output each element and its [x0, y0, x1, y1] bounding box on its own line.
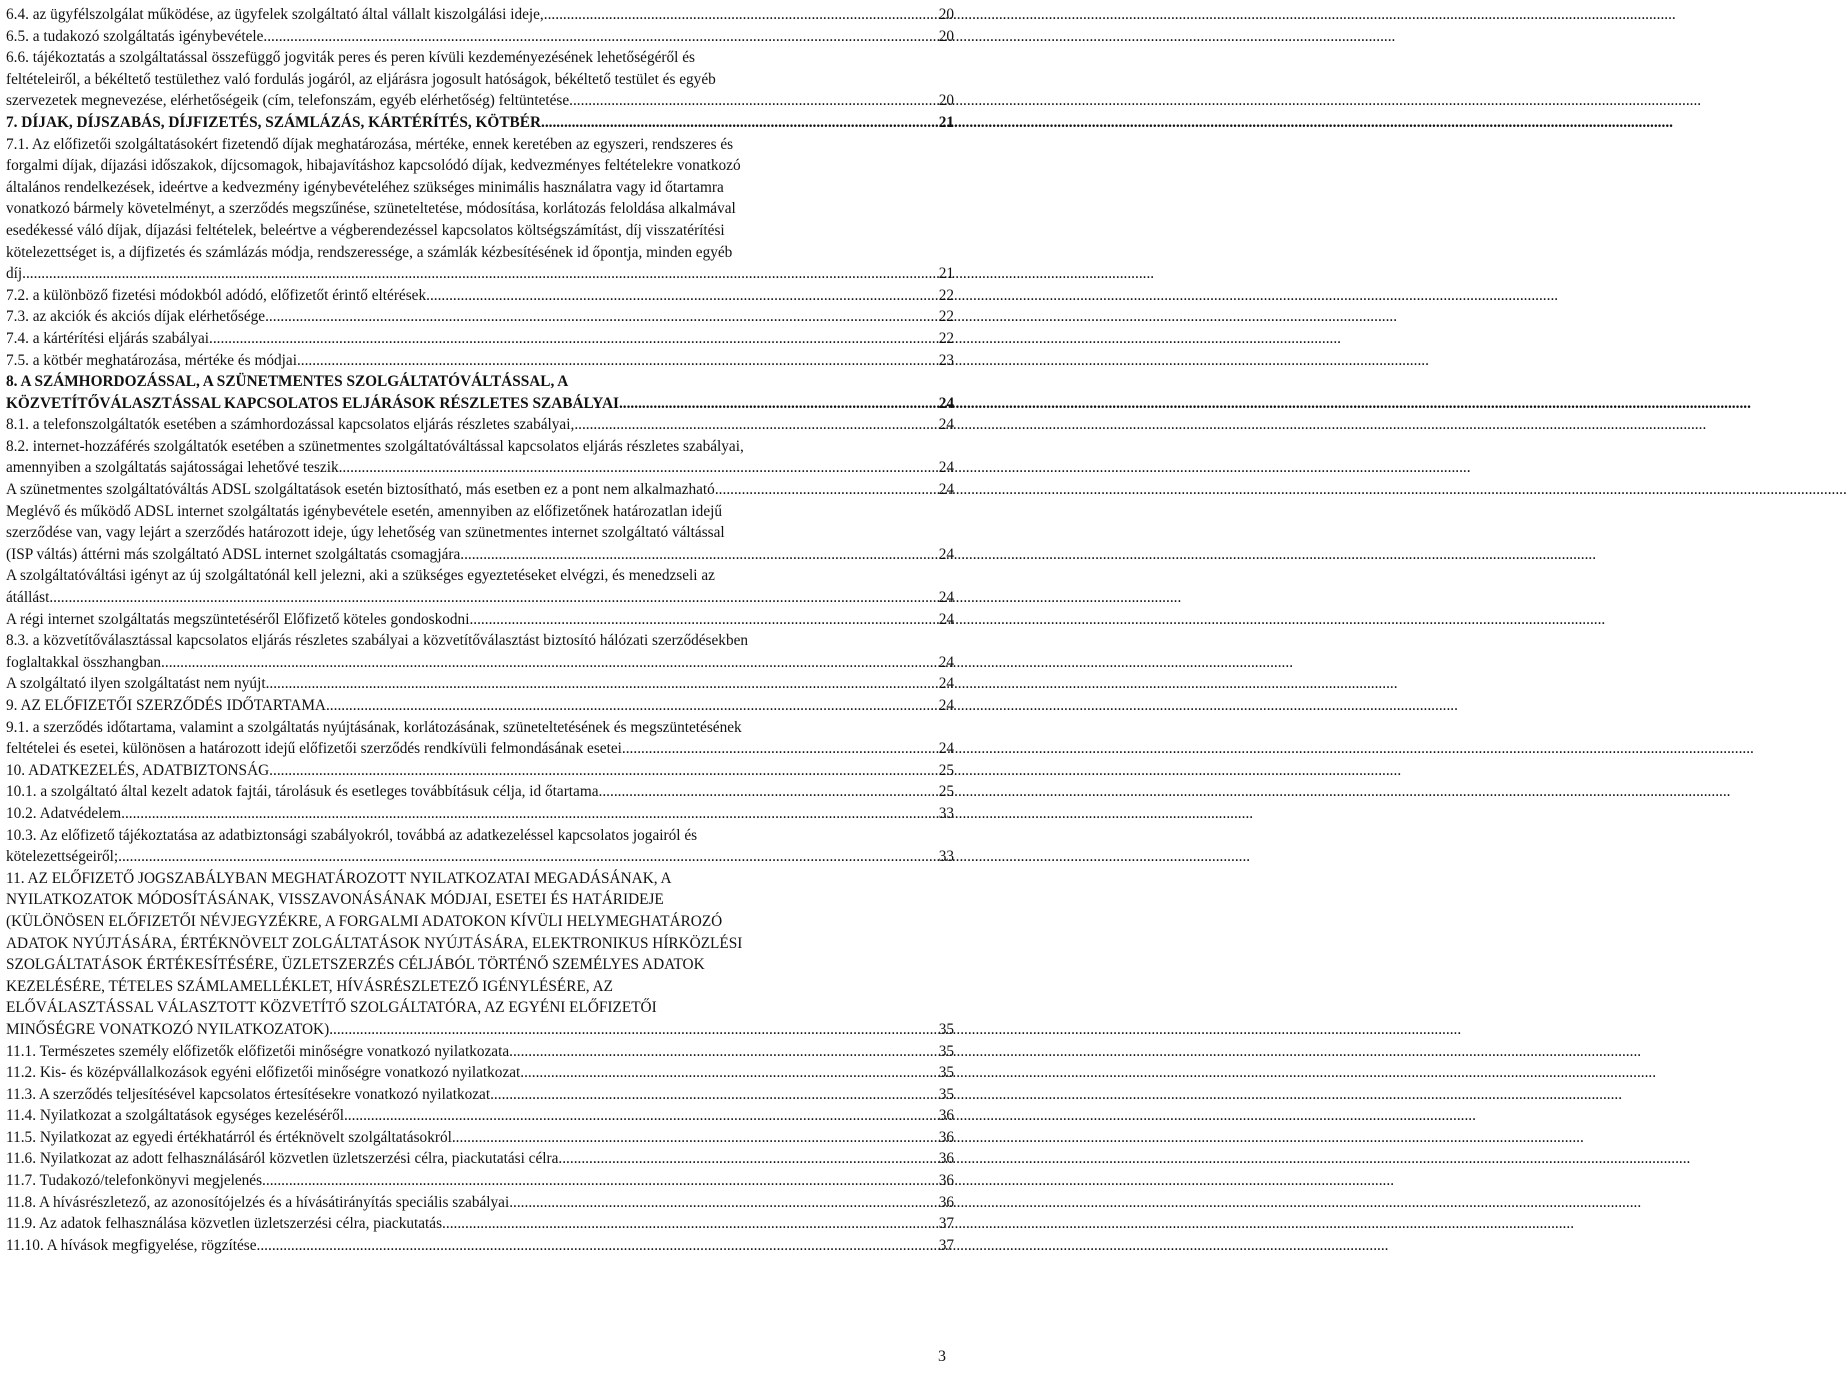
toc-entry[interactable] — [6, 1127, 954, 1149]
toc-entry-title: MINŐSÉGRE VONATKOZÓ NYILATKOZATOK) — [6, 1020, 330, 1038]
toc-page-number: 36 — [938, 1107, 954, 1125]
toc-page-number: 23 — [938, 351, 954, 369]
toc-entry-title: 11.7. Tudakozó/telefonkönyvi megjelenés — [6, 1172, 263, 1190]
toc-entry-title: 11.9. Az adatok felhasználása közvetlen üzletszerzési célra, piackutatás — [6, 1215, 443, 1233]
toc-entry-title: szervezetek megnevezése, elérhetőségeik (cím, telefonszám, egyéb elérhetőség) feltüntetése — [6, 92, 570, 110]
toc-entry[interactable] — [6, 26, 954, 48]
toc-entry-title: 11.2. Kis- és középvállalkozások egyéni előfizetői minőségre vonatkozó nyilatkozat. — [6, 1064, 525, 1082]
toc-page-number: 36 — [938, 1150, 954, 1168]
toc-page-number: 35 — [938, 1020, 954, 1038]
toc-entry-line: vonatkozó bármely követelményt, a szerződés megszűnése, szüneteltetése, módosítása, korlátozás feloldása alkalmával — [6, 200, 736, 218]
toc-entry[interactable] — [6, 1213, 954, 1235]
toc-page-number: 20 — [938, 92, 954, 110]
toc-page-number: 21 — [938, 265, 954, 283]
toc-entry-title: 8.1. a telefonszolgáltatók esetében a számhordozással kapcsolatos eljárás részletes szabályai, — [6, 416, 575, 434]
toc-entry-line: KEZELÉSÉRE, TÉTELES SZÁMLAMELLÉKLET, HÍVÁSRÉSZLETEZŐ IGÉNYLÉSÉRE, AZ — [6, 977, 613, 995]
toc-entry[interactable] — [6, 1105, 954, 1127]
toc-entry[interactable] — [6, 350, 954, 372]
toc-entry[interactable] — [6, 1062, 954, 1084]
table-of-contents — [6, 4, 954, 1256]
toc-entry-line: (KÜLÖNÖSEN ELŐFIZETŐI NÉVJEGYZÉKRE, A FORGALMI ADATOKON KÍVÜLI HELYMEGHATÁROZÓ — [6, 912, 723, 930]
toc-entry-line: 9.1. a szerződés időtartama, valamint a szolgáltatás nyújtásának, korlátozásának, szüneteltetésének és megszüntetésének — [6, 718, 742, 736]
toc-entry-line: 11. AZ ELŐFIZETŐ JOGSZABÁLYBAN MEGHATÁROZOTT NYILATKOZATAI MEGADÁSÁNAK, A — [6, 869, 672, 887]
toc-page-number: 24 — [938, 416, 954, 434]
toc-page-number: 20 — [938, 27, 954, 45]
toc-entry-title: A szünetmentes szolgáltatóváltás ADSL szolgáltatások esetén biztosítható, más esetben ez a pont nem alkalmazható — [6, 481, 715, 499]
toc-page-number: 24 — [938, 459, 954, 477]
toc-entry-title: 6.4. az ügyfélszolgálat működése, az ügyfelek szolgáltató által vállalt kiszolgálási ideje, — [6, 6, 544, 23]
toc-entry[interactable] — [6, 371, 954, 414]
toc-entry-title: A szolgáltató ilyen szolgáltatást nem nyújt — [6, 675, 266, 693]
toc-entry-title: 7.3. az akciók és akciós díjak elérhetősége — [6, 308, 266, 326]
toc-page-number: 37 — [938, 1215, 954, 1233]
toc-entry-line: 8.2. internet-hozzáférés szolgáltatók esetében a szünetmentes szolgáltatóváltással kapcsolatos eljárás részletes szabályai, — [6, 437, 744, 455]
toc-page-number: 35 — [938, 1042, 954, 1060]
toc-entry-line: 7.1. Az előfizetői szolgáltatásokért fizetendő díjak meghatározása, mértéke, ennek keretében az egyszeri, rendszeres és — [6, 135, 734, 153]
toc-entry[interactable] — [6, 1192, 954, 1214]
toc-entry-line: 8. A SZÁMHORDOZÁSSAL, A SZÜNETMENTES SZOLGÁLTATÓVÁLTÁSSAL, A — [6, 373, 569, 391]
toc-entry[interactable] — [6, 565, 954, 608]
toc-entry-title: 7.5. a kötbér meghatározása, mértéke és módjai — [6, 351, 297, 369]
toc-entry[interactable] — [6, 285, 954, 307]
toc-entry[interactable] — [6, 717, 954, 760]
toc-entry-title: 7.4. a kártérítési eljárás szabályai — [6, 329, 210, 347]
toc-entry-title: kötelezettségeiről; — [6, 848, 119, 866]
toc-entry[interactable] — [6, 803, 954, 825]
toc-entry-title: 11.8. A hívásrészletező, az azonosítójelzés és a hívásátirányítás speciális szabályai — [6, 1193, 510, 1211]
toc-page-number: 36 — [938, 1128, 954, 1146]
toc-page-number: 25 — [938, 783, 954, 801]
toc-entry-title: 11.4. Nyilatkozat a szolgáltatások egységes kezeléséről — [6, 1107, 344, 1125]
toc-entry[interactable] — [6, 1084, 954, 1106]
toc-page-number: 33 — [938, 804, 954, 822]
toc-entry-title: 7.2. a különböző fizetési módokból adódó, előfizetőt érintő eltérések — [6, 286, 427, 304]
toc-page-number: 24 — [938, 545, 954, 563]
toc-entry-title: 6.5. a tudakozó szolgáltatás igénybevétele — [6, 27, 264, 45]
toc-entry-line: feltételeiről, a békéltető testülethez való fordulás jogáról, az eljárásra jogosult hatóságok, békéltető testület és egyéb — [6, 70, 716, 88]
toc-entry-line: forgalmi díjak, díjazási időszakok, díjcsomagok, hibajavításhoz kapcsolódó díjak, kedvezményes feltételekre vonatkozó — [6, 157, 741, 175]
toc-page-number: 37 — [938, 1236, 954, 1254]
toc-entry[interactable] — [6, 436, 954, 479]
toc-entry-line: szerződése van, vagy lejárt a szerződés határozott ideje, úgy lehetőség van szünetmentes internet szolgáltató váltással — [6, 524, 725, 542]
toc-entry-line: 10.3. Az előfizető tájékoztatása az adatbiztonsági szabályokról, továbbá az adatkezeléssel kapcsolatos jogairól és — [6, 826, 698, 844]
toc-entry[interactable] — [6, 112, 954, 134]
toc-entry-title: 11.3. A szerződés teljesítésével kapcsolatos értesítésekre vonatkozó nyilatkozat — [6, 1085, 491, 1103]
toc-entry-title: 11.6. Nyilatkozat az adott felhasználásáról közvetlen üzletszerzési célra, piackutatási célra — [6, 1150, 559, 1168]
toc-entry-line: 6.6. tájékoztatás a szolgáltatással összefüggő jogviták peres és peren kívüli kezdeményezésének lehetőségéről és — [6, 49, 695, 67]
toc-entry-title: 11.10. A hívások megfigyelése, rögzítése — [6, 1236, 257, 1254]
toc-entry[interactable] — [6, 414, 954, 436]
toc-entry-title: 7. DÍJAK, DÍJSZABÁS, DÍJFIZETÉS, SZÁMLÁZÁS, KÁRTÉRÍTÉS, KÖTBÉR — [6, 113, 541, 131]
toc-page-number: 20 — [938, 6, 954, 23]
toc-entry-title: 11.1. Természetes személy előfizetők előfizetői minőségre vonatkozó nyilatkozata — [6, 1042, 510, 1060]
toc-page-number: 33 — [938, 848, 954, 866]
toc-entry-title: 10. ADATKEZELÉS, ADATBIZTONSÁG — [6, 761, 270, 779]
toc-entry-title: A régi internet szolgáltatás megszüntetéséről Előfizető köteles gondoskodni. — [6, 610, 474, 628]
toc-entry-line: 8.3. a közvetítőválasztással kapcsolatos eljárás részletes szabályai a közvetítőválasztást biztosító hálózati szerződésekben — [6, 632, 749, 650]
toc-page-number: 24 — [938, 589, 954, 607]
toc-entry-line: A szolgáltatóváltási igényt az új szolgáltatónál kell jelezni, aki a szükséges egyeztetéseket elvégzi, és menedzseli az — [6, 567, 715, 585]
toc-page-number: 24 — [938, 697, 954, 714]
toc-entry[interactable] — [6, 1148, 954, 1170]
toc-entry[interactable] — [6, 134, 954, 285]
toc-entry[interactable] — [6, 47, 954, 112]
toc-entry[interactable] — [6, 328, 954, 350]
toc-entry[interactable] — [6, 1041, 954, 1063]
toc-entry-line: kötelezettséget is, a díjfizetés és számlázás módja, rendszeressége, a számlák kézbesítésének id őpontja, minden egyéb — [6, 243, 733, 261]
toc-page-number: 22 — [938, 329, 954, 347]
toc-entry-title: foglaltakkal összhangban — [6, 653, 162, 671]
toc-entry[interactable] — [6, 781, 954, 803]
toc-page-number: 36 — [938, 1193, 954, 1211]
toc-page-number: 24 — [938, 394, 954, 412]
toc-page-number: 36 — [938, 1172, 954, 1190]
toc-entry-title: 11.5. Nyilatkozat az egyedi értékhatárról és értéknövelt szolgáltatásokról — [6, 1128, 452, 1146]
toc-entry-title: díj — [6, 265, 23, 283]
toc-entry[interactable] — [6, 4, 954, 26]
toc-page-number: 22 — [938, 286, 954, 304]
toc-entry-title: KÖZVETÍTŐVÁLASZTÁSSAL KAPCSOLATOS ELJÁRÁSOK RÉSZLETES SZABÁLYAI — [6, 394, 619, 412]
toc-page-number: 35 — [938, 1085, 954, 1103]
toc-page-number: 35 — [938, 1064, 954, 1082]
toc-entry-line: NYILATKOZATOK MÓDOSÍTÁSÁNAK, VISSZAVONÁSÁNAK MÓDJAI, ESETEI ÉS HATÁRIDEJE — [6, 891, 664, 909]
toc-page-number: 24 — [938, 653, 954, 671]
toc-entry[interactable] — [6, 479, 954, 501]
toc-entry-line: SZOLGÁLTATÁSOK ÉRTÉKESÍTÉSÉRE, ÜZLETSZERZÉS CÉLJÁBÓL TÖRTÉNŐ SZEMÉLYES ADATOK — [6, 956, 705, 974]
toc-entry[interactable] — [6, 1170, 954, 1192]
toc-entry-title: 10.2. Adatvédelem — [6, 804, 122, 822]
toc-entry-title: (ISP váltás) áttérni más szolgáltató ADSL internet szolgáltatás csomagjára. — [6, 545, 465, 563]
toc-entry[interactable] — [6, 1235, 954, 1257]
toc-entry[interactable] — [6, 673, 954, 695]
toc-entry-line: esedékessé váló díjak, díjazási feltételek, beleértve a végberendezéssel kapcsolatos költségszámítást, díj visszatérítési — [6, 221, 725, 239]
toc-entry[interactable] — [6, 501, 954, 566]
toc-page-number: 21 — [938, 113, 954, 131]
toc-entry-title: 9. AZ ELŐFIZETŐI SZERZŐDÉS IDŐTARTAMA — [6, 697, 326, 714]
toc-entry-line: általános rendelkezések, ideértve a kedvezmény igénybevételéhez szükséges minimális használatra vagy id őtartamra — [6, 178, 724, 196]
toc-entry[interactable] — [6, 630, 954, 673]
toc-entry-title: 10.1. a szolgáltató által kezelt adatok fajtái, tárolásuk és esetleges továbbításuk célja, id őtartama — [6, 783, 599, 801]
toc-page-number: 24 — [938, 675, 954, 693]
toc-page-number: 24 — [938, 740, 954, 758]
toc-page-number: 22 — [938, 308, 954, 326]
toc-entry[interactable] — [6, 868, 954, 1041]
toc-entry[interactable] — [6, 609, 954, 631]
toc-entry-line: ELŐVÁLASZTÁSSAL VÁLASZTOTT KÖZVETÍTŐ SZOLGÁLTATÓRA, AZ EGYÉNI ELŐFIZETŐI — [6, 999, 657, 1017]
toc-entry[interactable] — [6, 825, 954, 868]
toc-entry-title: átállást — [6, 589, 50, 607]
toc-page-number: 25 — [938, 761, 954, 779]
toc-entry-title: feltételei és esetei, különösen a határozott idejű előfizetői szerződés rendkívüli felmondásának esetei — [6, 740, 622, 758]
toc-entry[interactable] — [6, 306, 954, 328]
toc-page-number: 24 — [938, 610, 954, 628]
toc-page-number: 24 — [938, 481, 954, 499]
toc-entry-line: ADATOK NYÚJTÁSÁRA, ÉRTÉKNÖVELT ZOLGÁLTATÁSOK NYÚJTÁSÁRA, ELEKTRONIKUS HÍRKÖZLÉSI — [6, 934, 743, 952]
toc-entry[interactable] — [6, 760, 954, 782]
toc-entry-title: amennyiben a szolgáltatás sajátosságai lehetővé teszik — [6, 459, 339, 477]
toc-entry[interactable] — [6, 695, 954, 717]
page-number: 3 — [938, 1348, 946, 1365]
toc-entry-line: Meglévő és működő ADSL internet szolgáltatás igénybevétele esetén, amennyiben az előfizetőnek határozatlan idejű — [6, 502, 723, 520]
